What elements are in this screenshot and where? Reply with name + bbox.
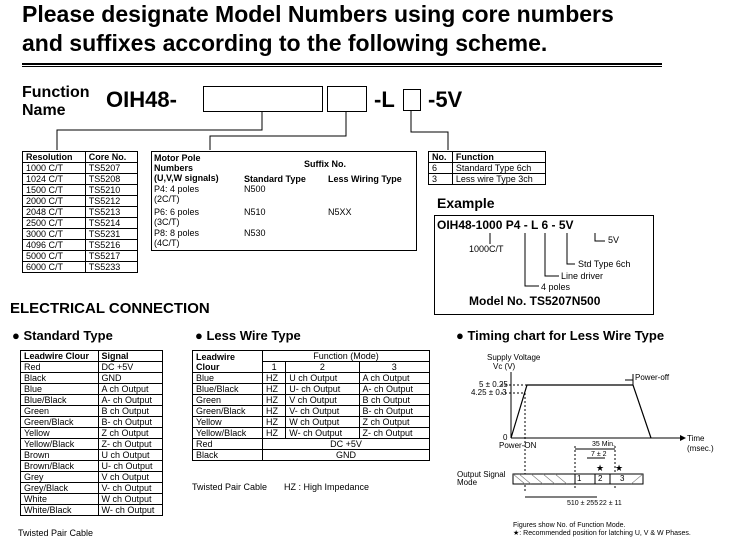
example-ct: 1000C/T [469,244,504,254]
fig-note-2: ★: Recommended position for latching U, V & W Phases. [513,530,691,537]
motor-row: P8: 8 poles (4C/T) [154,228,200,248]
table-row: Red DC +5V [21,362,163,373]
less-wiring-heading: Less Wiring Type [328,174,402,184]
table-row: 2048 C/T TS5213 [23,207,138,218]
standard-heading: Standard Type [244,174,306,184]
motor-pole-heading: Motor Pole Numbers (U,V,W signals) [154,153,219,183]
table-row: 1024 C/T TS5208 [23,174,138,185]
no-header: No. [429,152,453,163]
table-row: White W ch Output [21,494,163,505]
motor-less: N5XX [328,207,352,217]
core-header: Core No. [85,152,137,163]
motor-std: N510 [244,207,266,217]
table-row: Green/Black HZ V- ch Output B- ch Output [193,406,430,417]
lw-leadwire-header: Leadwire Clour [193,351,263,373]
v2-label: 4.25 ± 0.3 [471,388,507,397]
table-row: Grey/Black V- ch Output [21,483,163,494]
power-off-label: Power-off [635,373,670,382]
table-row: 3000 C/T TS5231 [23,229,138,240]
table-row: 6000 C/T TS5233 [23,262,138,273]
table-row: 4096 C/T TS5216 [23,240,138,251]
mode-3-mark: 3 [620,474,625,483]
motor-row: P4: 4 poles (2C/T) [154,184,200,204]
power-on-label: Power-ON [499,441,537,450]
seven-label: 7 ± 2 [591,451,607,458]
table-row: Blue/Black A- ch Output [21,395,163,406]
example-model: OIH48-1000 P4 - L 6 - 5V [437,218,574,232]
table-row: Red DC +5V [193,439,430,450]
fig-note-1: Figures show No. of Function Mode. [513,522,626,529]
table-row: 2500 C/T TS5214 [23,218,138,229]
function-label: Function [22,84,90,101]
table-row: 5000 C/T TS5217 [23,251,138,262]
zero-label: 0 [503,433,508,442]
electrical-heading: ELECTRICAL CONNECTION [10,300,210,317]
table-row: Yellow Z ch Output [21,428,163,439]
motor-std: N530 [244,228,266,238]
example-poles: 4 poles [541,282,571,292]
less-wire-title: ● Less Wire Type [195,328,301,343]
vc-label: Vc (V) [493,362,516,371]
function-table [428,151,546,185]
motor-std: N500 [244,184,266,194]
mode-2-mark: 2 [598,474,603,483]
svg-text:★: ★ [615,464,624,474]
table-row: Grey V ch Output [21,472,163,483]
mode-1-mark: 1 [577,474,582,483]
example-box [434,215,654,315]
t510-label: 510 ± 255 [567,500,599,507]
less-wire-table [192,350,430,461]
svg-text:★: ★ [596,464,605,474]
t22-label: 22 ± 11 [599,500,622,507]
table-row: Black GND [193,450,430,461]
table-row: Blue A ch Output [21,384,163,395]
min-35-label: 35 Min. [592,441,615,448]
standard-type-title: ● Standard Type [12,328,113,343]
table-row: 1500 C/T TS5210 [23,185,138,196]
table-row: 1000 C/T TS5207 [23,163,138,174]
table-row: Black GND [21,373,163,384]
title-line-2: and suffixes according to the following scheme. [22,30,548,56]
lw-note-1: Twisted Pair Cable [192,482,268,492]
standard-table [20,350,163,516]
timing-title: ● Timing chart for Less Wire Type [456,328,665,343]
table-row: 2000 C/T TS5212 [23,196,138,207]
example-std: Std Type 6ch [578,259,631,269]
table-row: Green HZ V ch Output B ch Output [193,395,430,406]
motor-row: P6: 6 poles (3C/T) [154,207,200,227]
model-suffix: -5V [428,87,463,112]
lw-function-header: Function (Mode) [263,351,430,362]
standard-note: Twisted Pair Cable [18,528,94,538]
table-row: Green/Black B- ch Output [21,417,163,428]
timing-chart [455,352,725,538]
suffix-heading: Suffix No. [304,159,346,169]
v1-label: 5 ± 0.25 [479,380,508,389]
supply-voltage-label: Supply Voltage [487,353,541,362]
resolution-header: Resolution [23,152,86,163]
table-row: Yellow/Black HZ W- ch Output Z- ch Output [193,428,430,439]
model-mid: -L [374,87,395,112]
example-line: Line driver [561,271,604,281]
example-title: Example [437,195,495,211]
name-label: Name [22,102,66,119]
title-line-1: Please designate Model Numbers using core numbers [22,1,614,27]
mode-3: 3 [359,362,429,373]
table-row: Blue/Black HZ U- ch Output A- ch Output [193,384,430,395]
mode-2: 2 [286,362,359,373]
table-row: Yellow/Black Z- ch Output [21,439,163,450]
model-prefix: OIH48- [106,87,177,112]
output-signal-label: Output Signal [457,470,506,479]
table-row: Brown/Black U- ch Output [21,461,163,472]
table-row: 6 Standard Type 6ch [429,163,546,174]
mode-label: Mode [457,478,478,487]
table-row: Blue HZ U ch Output A ch Output [193,373,430,384]
resolution-table [22,151,138,273]
lw-note-2: HZ : High Impedance [284,482,370,492]
example-v: 5V [608,235,620,245]
table-row: Yellow HZ W ch Output Z ch Output [193,417,430,428]
example-model-no: Model No. TS5207N500 [469,294,601,308]
table-row: Brown U ch Output [21,450,163,461]
table-row: White/Black W- ch Output [21,505,163,516]
function-header: Function [452,152,545,163]
signal-header: Signal [98,351,162,362]
time-label: Time (msec.) [687,434,714,453]
table-row: Green B ch Output [21,406,163,417]
leadwire-header: Leadwire Clour [21,351,99,362]
table-row: 3 Less wire Type 3ch [429,174,546,185]
mode-1: 1 [263,362,286,373]
motor-pole-table [151,151,417,251]
scheme-connectors [0,0,733,160]
